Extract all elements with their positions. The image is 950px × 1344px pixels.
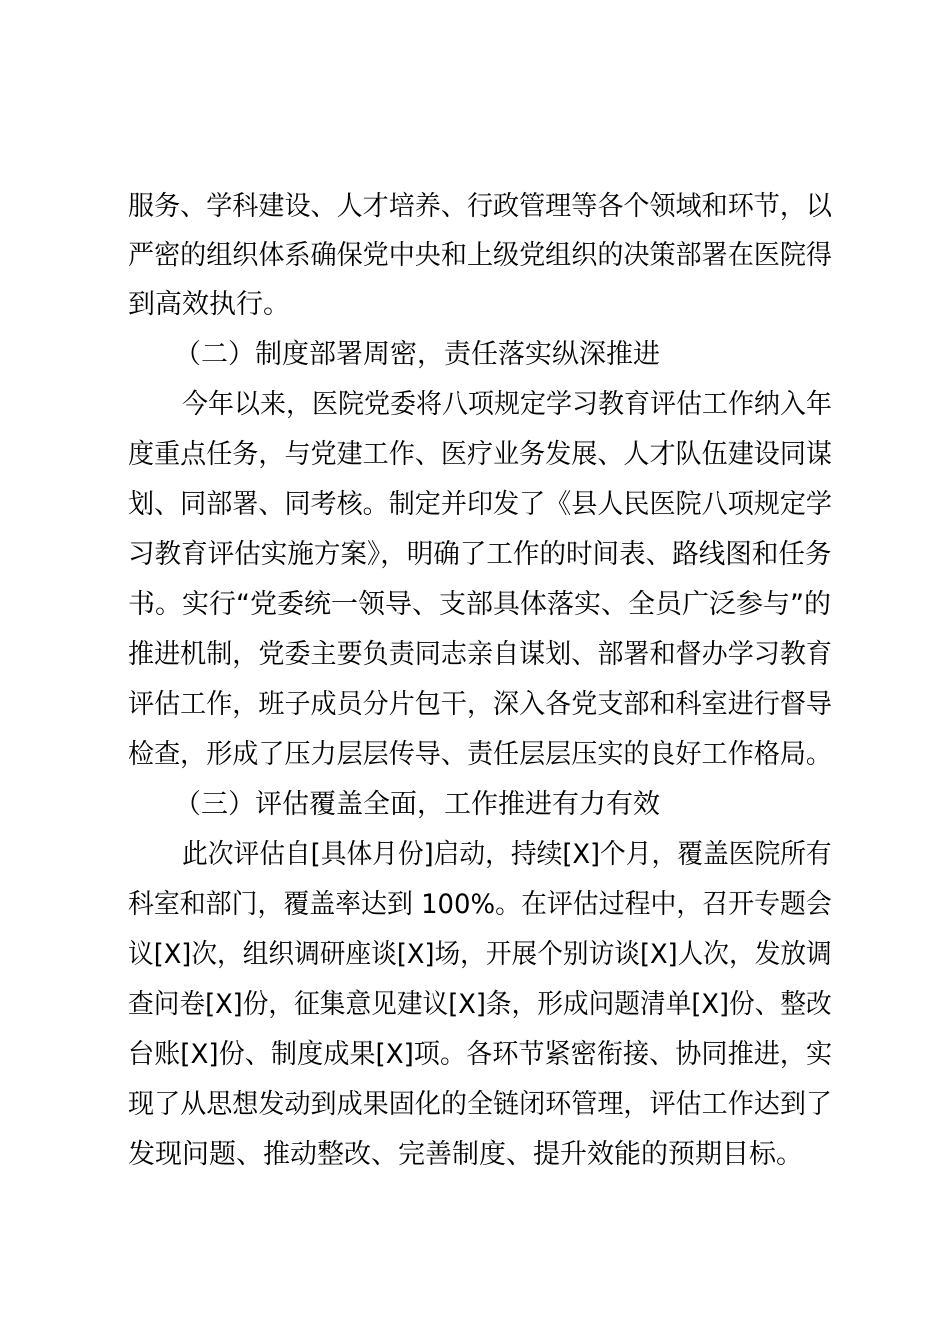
paragraph-3-line-3: 议[X]次，组织调研座谈[X]场，开展个别访谈[X]人次，发放调 [128,939,832,970]
paragraph-3-line-1: 此次评估自[具体月份]启动，持续[X]个月，覆盖医院所有 [182,839,832,870]
paragraph-2-line-4: 习教育评估实施方案》，明确了工作的时间表、路线图和任务 [128,539,832,570]
paragraph-2-line-3: 划、同部署、同考核。制定并印发了《县人民医院八项规定学 [128,489,832,520]
section-heading-2: （二）制度部署周密，责任落实纵深推进 [174,339,660,370]
paragraph-2-line-5: 书。实行“党委统一领导、支部具体落实、全员广泛参与”的 [128,589,831,620]
paragraph-3-line-6: 现了从思想发动到成果固化的全链闭环管理，评估工作达到了 [128,1089,832,1120]
paragraph-3-line-2: 科室和部门，覆盖率达到 100%。在评估过程中，召开专题会 [128,889,832,920]
paragraph-2-line-6: 推进机制，党委主要负责同志亲自谋划、部署和督办学习教育 [128,639,832,670]
paragraph-1-line-2: 严密的组织体系确保党中央和上级党组织的决策部署在医院得 [128,240,832,271]
paragraph-2-line-1: 今年以来，医院党委将八项规定学习教育评估工作纳入年 [182,389,833,420]
paragraph-1-line-1: 服务、学科建设、人才培养、行政管理等各个领域和环节，以 [128,191,832,222]
paragraph-2-line-7: 评估工作，班子成员分片包干，深入各党支部和科室进行督导 [128,689,832,720]
paragraph-3-line-7: 发现问题、推动整改、完善制度、提升效能的预期目标。 [128,1139,803,1170]
paragraph-2-line-2: 度重点任务，与党建工作、医疗业务发展、人才队伍建设同谋 [128,439,832,470]
paragraph-2-line-8: 检查，形成了压力层层传导、责任层层压实的良好工作格局。 [128,739,832,770]
paragraph-1-line-3: 到高效执行。 [128,289,290,320]
section-heading-3: （三）评估覆盖全面，工作推进有力有效 [174,789,660,820]
paragraph-3-line-5: 台账[X]份、制度成果[X]项。各环节紧密衔接、协同推进，实 [128,1039,833,1070]
paragraph-3-line-4: 查问卷[X]份，征集意见建议[X]条，形成问题清单[X]份、整改 [128,989,832,1020]
